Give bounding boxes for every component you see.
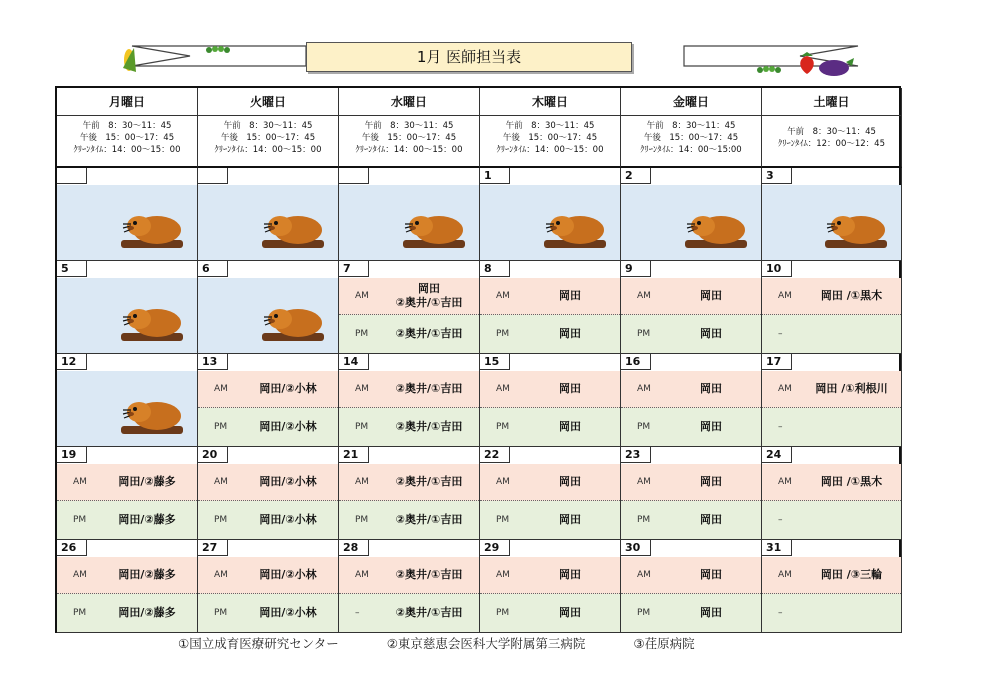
pm-slot (339, 315, 479, 353)
doctor-name: 岡田 (700, 289, 722, 302)
am-slot (198, 464, 338, 501)
page-title: 1月 医師担当表 (306, 42, 632, 72)
day-number: 2 (621, 168, 651, 184)
day-cell (480, 354, 621, 447)
day-number: 17 (762, 354, 792, 370)
am-slot (480, 278, 620, 315)
slot-label: – (355, 608, 360, 618)
doctor-name: 岡田 /①黒木 (820, 289, 883, 302)
hospital-legend (178, 634, 739, 652)
doctor-name: 岡田 (559, 606, 581, 619)
slot-label: AM (355, 570, 369, 580)
day-cell (57, 354, 198, 447)
hours-am: 午前 8：30～11：45 (505, 121, 595, 131)
day-number: 29 (480, 540, 510, 556)
day-cell (339, 261, 480, 354)
day-number: 19 (57, 447, 87, 463)
no-clinic-area (198, 185, 338, 260)
hours-clean: ｸﾘｰﾝﾀｲﾑ：14：00～15：00 (355, 145, 463, 155)
day-cell (57, 447, 198, 540)
pm-slot (198, 408, 338, 446)
pm-slot (339, 594, 479, 632)
doctor-name: 岡田 (700, 606, 722, 619)
slot-label: PM (496, 608, 510, 618)
day-number: 26 (57, 540, 87, 556)
doctor-name: 岡田/②小林 (259, 568, 317, 581)
hours-clean: ｸﾘｰﾝﾀｲﾑ：14：00～15：00 (496, 145, 604, 155)
day-cell (57, 540, 198, 633)
day-cell (762, 354, 902, 447)
day-cell (198, 354, 339, 447)
slot-label: PM (73, 515, 87, 525)
day-cell (621, 168, 762, 261)
doctor-name: ②奥井/①吉田 (395, 606, 463, 619)
slot-label: PM (355, 422, 369, 432)
slot-label: AM (355, 291, 369, 301)
day-number: 1 (480, 168, 510, 184)
hours-am: 午前 8：30～11：45 (787, 127, 876, 137)
day-cell (480, 447, 621, 540)
pm-slot (621, 594, 761, 632)
day-number: 9 (621, 261, 651, 277)
day-number: 8 (480, 261, 510, 277)
slot-label: AM (637, 570, 651, 580)
corn-icon (120, 46, 138, 80)
slot-label: AM (496, 477, 510, 487)
slot-label: – (778, 422, 783, 432)
doctor-name: 岡田/②藤多 (118, 513, 176, 526)
doctor-name: 岡田 (700, 568, 722, 581)
pm-slot (480, 501, 620, 539)
day-number (339, 168, 369, 184)
doctor-name: 岡田 ②奥井/①吉田 (395, 282, 463, 309)
hours-pm: 午後 15：00～17：45 (79, 133, 175, 143)
am-slot (339, 557, 479, 594)
hours-am: 午前 8：30～11：45 (364, 121, 454, 131)
doctor-name: 岡田 /③三輪 (820, 568, 883, 581)
slot-label: AM (73, 570, 87, 580)
doctor-name: 岡田 (559, 327, 581, 340)
pm-slot (762, 501, 901, 539)
hours-pm: 午後 15：00～17：45 (361, 133, 457, 143)
pm-slot (198, 501, 338, 539)
pm-slot (339, 408, 479, 446)
slot-label: PM (637, 422, 651, 432)
am-slot (339, 278, 479, 315)
am-slot (57, 557, 197, 594)
am-slot (621, 278, 761, 315)
day-cell (57, 168, 198, 261)
hours-clean: ｸﾘｰﾝﾀｲﾑ：14：00～15：00 (73, 145, 181, 155)
day-number: 31 (762, 540, 792, 556)
doctor-name: ②奥井/①吉田 (395, 568, 463, 581)
day-cell (198, 168, 339, 261)
hours-clean: ｸﾘｰﾝﾀｲﾑ：12：00～12：45 (777, 139, 885, 149)
slot-label: AM (355, 384, 369, 394)
slot-label: AM (637, 291, 651, 301)
slot-label: AM (214, 570, 228, 580)
day-cell (621, 540, 762, 633)
slot-label: AM (496, 384, 510, 394)
pm-slot (480, 408, 620, 446)
doctor-name: ②奥井/①吉田 (395, 420, 463, 433)
pm-slot (339, 501, 479, 539)
pm-slot (762, 315, 901, 353)
doctor-name: ②奥井/①吉田 (395, 327, 463, 340)
pm-slot (621, 408, 761, 446)
slot-label: – (778, 608, 783, 618)
doctor-name: ②奥井/①吉田 (395, 475, 463, 488)
day-cell (198, 447, 339, 540)
clinic-hours (621, 116, 762, 168)
pm-slot (762, 408, 901, 446)
doctor-name: 岡田 (559, 475, 581, 488)
no-clinic-area (57, 278, 197, 353)
pm-slot (621, 501, 761, 539)
slot-label: PM (214, 422, 228, 432)
doctor-name: 岡田/②小林 (259, 513, 317, 526)
doctor-name: 岡田 (700, 475, 722, 488)
am-slot (198, 371, 338, 408)
eggplant-icon (816, 54, 856, 82)
slot-label: PM (496, 422, 510, 432)
day-cell (762, 447, 902, 540)
am-slot (57, 464, 197, 501)
pm-slot (198, 594, 338, 632)
doctor-name: 岡田/②小林 (259, 606, 317, 619)
am-slot (480, 464, 620, 501)
am-slot (339, 464, 479, 501)
slot-label: AM (496, 570, 510, 580)
day-cell (762, 540, 902, 633)
day-number (198, 168, 228, 184)
am-slot (621, 464, 761, 501)
am-slot (480, 371, 620, 408)
day-number: 16 (621, 354, 651, 370)
doctor-name: 岡田 (700, 420, 722, 433)
slot-label: AM (778, 384, 792, 394)
no-clinic-area (339, 185, 479, 260)
hours-clean: ｸﾘｰﾝﾀｲﾑ：14：00～15:00 (640, 145, 742, 155)
hours-am: 午前 8：30～11：45 (646, 121, 736, 131)
no-clinic-area (762, 185, 901, 260)
day-cell (198, 540, 339, 633)
doctor-name: 岡田 (559, 513, 581, 526)
doctor-name: 岡田/②藤多 (118, 606, 176, 619)
slot-label: AM (214, 477, 228, 487)
no-clinic-area (198, 278, 338, 353)
day-cell (621, 447, 762, 540)
day-number: 24 (762, 447, 792, 463)
weekday-header: 水曜日 (339, 88, 480, 116)
clinic-hours (339, 116, 480, 168)
am-slot (762, 278, 901, 315)
day-cell (339, 540, 480, 633)
am-slot (762, 464, 901, 501)
am-slot (762, 557, 901, 594)
day-number: 30 (621, 540, 651, 556)
clinic-hours (57, 116, 198, 168)
slot-label: AM (496, 291, 510, 301)
day-number: 23 (621, 447, 651, 463)
legend-item: ①国立成育医療研究センター (178, 636, 339, 651)
clinic-hours (762, 116, 902, 168)
slot-label: AM (637, 384, 651, 394)
pm-slot (621, 315, 761, 353)
doctor-name: ②奥井/①吉田 (395, 513, 463, 526)
no-clinic-area (57, 185, 197, 260)
hours-am: 午前 8：30～11：45 (223, 121, 313, 131)
hours-pm: 午後 15：00～17：45 (502, 133, 598, 143)
day-number: 13 (198, 354, 228, 370)
doctor-name: 岡田/②小林 (259, 382, 317, 395)
no-clinic-area (480, 185, 620, 260)
slot-label: PM (637, 515, 651, 525)
day-cell (480, 168, 621, 261)
day-cell (339, 354, 480, 447)
day-number: 20 (198, 447, 228, 463)
slot-label: PM (355, 515, 369, 525)
slot-label: PM (214, 608, 228, 618)
doctor-name: 岡田 (700, 513, 722, 526)
day-number: 3 (762, 168, 792, 184)
calendar-grid (55, 86, 901, 633)
weekday-header: 木曜日 (480, 88, 621, 116)
legend-item: ③荏原病院 (633, 636, 695, 651)
no-clinic-area (621, 185, 761, 260)
slot-label: PM (637, 329, 651, 339)
day-number: 14 (339, 354, 369, 370)
pm-slot (480, 594, 620, 632)
clinic-hours (198, 116, 339, 168)
day-number: 10 (762, 261, 792, 277)
day-cell (762, 261, 902, 354)
weekday-header: 金曜日 (621, 88, 762, 116)
am-slot (198, 557, 338, 594)
slot-label: PM (355, 329, 369, 339)
pm-slot (57, 594, 197, 632)
slot-label: PM (496, 329, 510, 339)
day-number: 6 (198, 261, 228, 277)
doctor-name: 岡田/②藤多 (118, 475, 176, 488)
slot-label: PM (214, 515, 228, 525)
doctor-name: 岡田/②小林 (259, 420, 317, 433)
slot-label: AM (778, 570, 792, 580)
weekday-header: 火曜日 (198, 88, 339, 116)
no-clinic-area (57, 371, 197, 446)
day-cell (621, 261, 762, 354)
am-slot (762, 371, 901, 408)
legend-item: ②東京慈恵会医科大学附属第三病院 (386, 636, 586, 651)
slot-label: AM (73, 477, 87, 487)
day-cell (57, 261, 198, 354)
doctor-name: ②奥井/①吉田 (395, 382, 463, 395)
day-cell (480, 540, 621, 633)
day-cell (621, 354, 762, 447)
day-number: 5 (57, 261, 87, 277)
pm-slot (762, 594, 901, 632)
doctor-name: 岡田 (700, 382, 722, 395)
slot-label: AM (355, 477, 369, 487)
day-cell (762, 168, 902, 261)
slot-label: – (778, 329, 783, 339)
doctor-name: 岡田/②小林 (259, 475, 317, 488)
pm-slot (480, 315, 620, 353)
clinic-hours (480, 116, 621, 168)
hours-pm: 午後 15：00～17：45 (220, 133, 316, 143)
am-slot (480, 557, 620, 594)
slot-label: PM (496, 515, 510, 525)
caterpillar-icon (205, 40, 231, 59)
slot-label: AM (214, 384, 228, 394)
doctor-name: 岡田 (559, 289, 581, 302)
doctor-name: 岡田 (559, 382, 581, 395)
slot-label: – (778, 515, 783, 525)
day-number: 7 (339, 261, 369, 277)
slot-label: PM (73, 608, 87, 618)
doctor-name: 岡田 (700, 327, 722, 340)
am-slot (621, 371, 761, 408)
weekday-header: 月曜日 (57, 88, 198, 116)
slot-label: AM (778, 291, 792, 301)
doctor-name: 岡田 /①黒木 (820, 475, 883, 488)
slot-label: AM (637, 477, 651, 487)
hours-am: 午前 8：30～11：45 (82, 121, 172, 131)
hours-pm: 午後 15：00～17：45 (643, 133, 739, 143)
weekday-header: 土曜日 (762, 88, 902, 116)
day-number: 12 (57, 354, 87, 370)
strawberry-icon (796, 50, 818, 80)
am-slot (621, 557, 761, 594)
slot-label: PM (637, 608, 651, 618)
day-number: 22 (480, 447, 510, 463)
hours-clean: ｸﾘｰﾝﾀｲﾑ：14：00～15：00 (214, 145, 322, 155)
day-number (57, 168, 87, 184)
doctor-name: 岡田 /①利根川 (815, 382, 888, 395)
day-number: 21 (339, 447, 369, 463)
day-cell (480, 261, 621, 354)
day-number: 15 (480, 354, 510, 370)
doctor-name: 岡田/②藤多 (118, 568, 176, 581)
caterpillar-icon (756, 60, 782, 79)
slot-label: AM (778, 477, 792, 487)
day-number: 28 (339, 540, 369, 556)
doctor-name: 岡田 (559, 420, 581, 433)
pm-slot (57, 501, 197, 539)
day-cell (339, 168, 480, 261)
day-cell (339, 447, 480, 540)
am-slot (339, 371, 479, 408)
day-number: 27 (198, 540, 228, 556)
doctor-name: 岡田 (559, 568, 581, 581)
day-cell (198, 261, 339, 354)
